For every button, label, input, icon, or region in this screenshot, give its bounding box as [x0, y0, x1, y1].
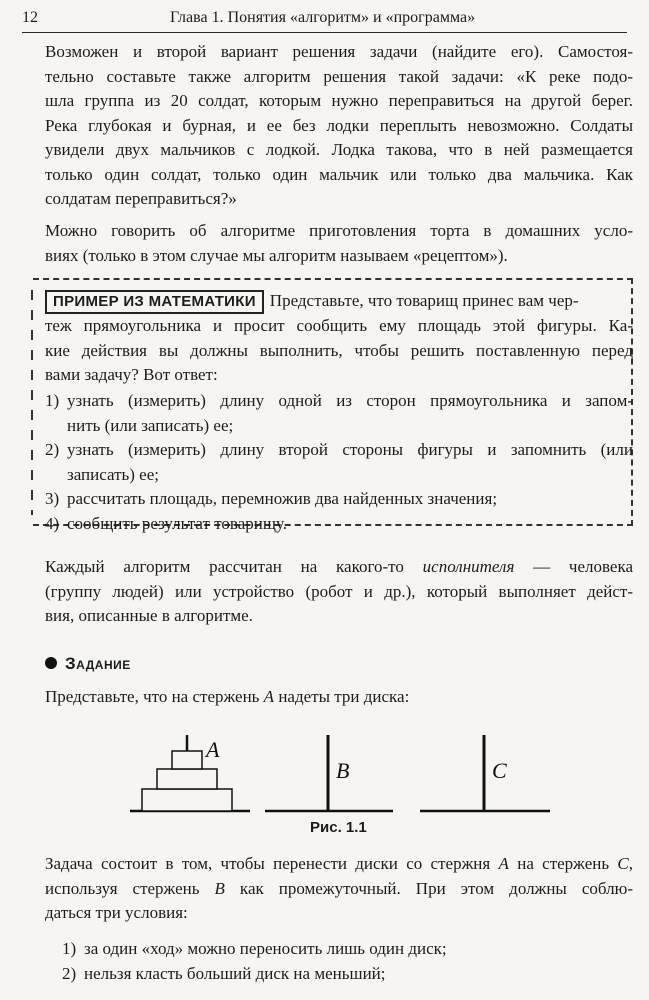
example-steps: 1) узнать (измерить) длину одной из сторон прямоугольника и запом- нить (или записать) ее; 2) узнать (измерить) длину второй стороны фигуры и запомнить (или записать) ее; 3) рассчитать площадь, перемножив два найденных значения; 4) сообщить результат товарищу.: [45, 389, 633, 536]
term-executor: исполнителя: [422, 557, 515, 576]
list-item: 4) сообщить результат товарищу.: [45, 513, 287, 533]
task-heading: Задание: [45, 654, 131, 674]
paragraph-recipe: Можно говорить об алгоритме приготовления торта в домашних усло- виях (только в этом случае мы алгоритм называем «рецептом»).: [45, 221, 633, 265]
page-number: 12: [22, 9, 38, 26]
bullet-icon: [45, 657, 57, 669]
conditions-list: [62, 937, 633, 986]
label-b: B: [336, 758, 350, 783]
example-text: ПРИМЕР ИЗ МАТЕМАТИКИ Представьте, что товарищ принес вам чер- теж прямоугольника и просит сообщить ему площадь этой фигуры. Ка- кие действия вы должны выполнить, чтобы решить поставленную перед вами задачу? Вот ответ:: [45, 291, 633, 384]
page-header: [22, 8, 627, 33]
hanoi-diagram: [120, 725, 560, 815]
example-tag: ПРИМЕР ИЗ МАТЕМАТИКИ: [45, 290, 264, 314]
paragraph-executor: Каждый алгоритм рассчитан на какого-то исполнителя — человека (группу людей) или устройство (робот и др.), который выполняет дейст- вия, описанные в алгоритме.: [45, 557, 633, 625]
list-item: 1) за один «ход» можно переносить лишь один диск;: [62, 939, 447, 958]
paragraph-task: Задача состоит в том, чтобы перенести диски со стержня A на стержень C, используя стержень B как промежуточный. При этом должны соблю- даться три условия:: [45, 854, 633, 922]
list-item: 1) узнать (измерить) длину одной из сторон прямоугольника и запом-: [45, 391, 633, 410]
list-item: 2) узнать (измерить) длину второй стороны фигуры и запомнить (или: [45, 440, 633, 459]
list-item: 2) нельзя класть больший диск на меньший;: [62, 963, 386, 983]
figure-hanoi: [120, 725, 560, 820]
list-item: 3) рассчитать площадь, перемножив два найденных значения;: [45, 489, 498, 508]
paragraph-discs: Представьте, что на стержень A надеты три диска:: [45, 687, 410, 706]
running-title: Глава 1. Понятия «алгоритм» и «программа»: [170, 9, 476, 26]
paragraph-soldiers: Возможен и второй вариант решения задачи (найдите его). Самостоя- тельно составьте также алгоритм решения такой задачи: «К реке подо- шла группа из 20 солдат, которым нужно переправиться на другой берег. Река глубокая и бурная, и ее без лодки переплыть невозможно. Солдаты увидели двух мальчиков с лодкой. Лодка такова, что в ней размещается только один солдат, только один мальчик или только два мальчика. Как солдатам переправиться?»: [45, 42, 633, 208]
label-a: A: [206, 737, 220, 762]
disc-large: [142, 789, 232, 811]
label-c: C: [492, 758, 507, 783]
example-box-left-border: [31, 290, 33, 515]
disc-small: [172, 751, 202, 769]
disc-medium: [157, 769, 217, 789]
figure-caption: Рис. 1.1: [310, 819, 367, 836]
